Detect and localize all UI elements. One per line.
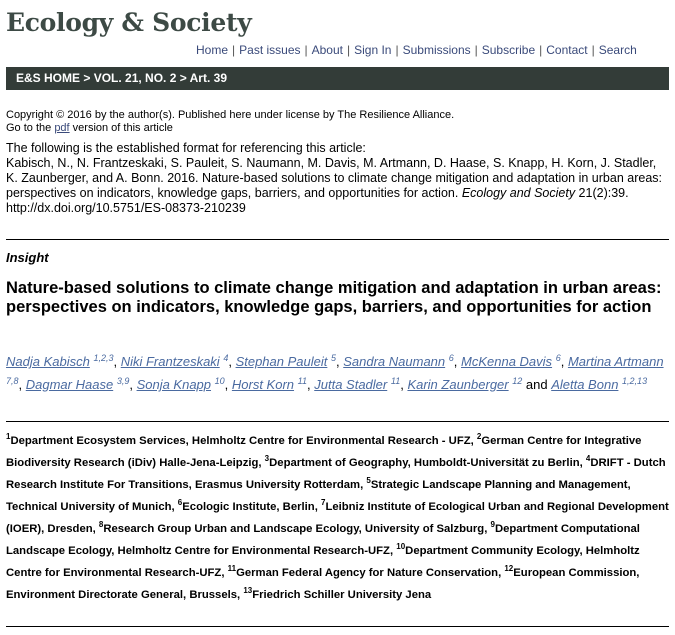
copyright-line: Copyright © 2016 by the author(s). Published here under license by The Resilience Alliance. [6, 109, 455, 121]
author-affil-sup: 12 [512, 376, 523, 386]
author-link[interactable]: Aletta Bonn [551, 377, 619, 392]
breadcrumb-separator: > [80, 71, 94, 85]
author-link[interactable]: McKenna Davis [461, 354, 553, 369]
pdf-link[interactable]: pdf [54, 122, 70, 134]
author-link[interactable]: Nadja Kabisch [6, 354, 90, 369]
divider [6, 239, 669, 240]
affiliation: Research Group Urban and Landscape Ecology, University of Salzburg [103, 523, 485, 535]
author-link[interactable]: Dagmar Haase [25, 377, 114, 392]
affiliation: European Commission, Environment Directorate General, Brussels [6, 567, 640, 601]
nav-search-link[interactable]: Search [598, 43, 637, 57]
author-affil-sup: 3,9 [116, 376, 130, 386]
breadcrumb-article: Art. 39 [189, 71, 227, 85]
nav-contact-link[interactable]: Contact [546, 43, 588, 57]
nav-past-issues-link[interactable]: Past issues [239, 43, 301, 57]
author-link[interactable]: Jutta Stadler [314, 377, 388, 392]
authors-and: and [525, 377, 548, 392]
author-affil-sup: 6 [555, 353, 561, 363]
site-logo[interactable]: Ecology & Society [6, 8, 252, 37]
nav-subscribe-link[interactable]: Subscribe [481, 43, 536, 57]
author-affil-sup: 10 [214, 376, 225, 386]
nav-sign-in-link[interactable]: Sign In [354, 43, 392, 57]
author-affil-sup: 11 [390, 376, 401, 386]
author-link[interactable]: Stephan Pauleit [235, 354, 328, 369]
author-affil-sup: 6 [448, 353, 454, 363]
breadcrumb-separator: > [176, 71, 190, 85]
affiliation: Department Ecosystem Services, Helmholtz Centre for Environmental Research - UFZ [10, 435, 471, 447]
author-affil-sup: 1,2,3 [93, 353, 114, 363]
top-nav: Home | Past issues | About | Sign In | Submissions | Subscribe | Contact | Search [196, 43, 637, 57]
affiliations: $^1$Department Ecosystem Services, Helmholtz Centre for Environmental Research - UFZ, $^2$German Centre for Integrative Biodiversity Research (iDiv) Halle-Jena-Leipzig, $^3$Department of Geography, Humboldt-Universität zu Berlin, $^4$DRIFT - Dutch Research Institute For Transitions, Erasmus University Rotterdam, $^5$Strategic Landscape Planning and Management, Technical University of Munich, $^6$Ecologic Institute, Berlin, $^7$Leibniz Institute of Ecological Urban and Regional Development (IOER), Dresden, $^8$Research Group Urban and Landscape Ecology, University of Salzburg, $^9$Department Computational Landscape Ecology, Helmholtz Centre for Environmental Research-UFZ, $^{10}$Department Community Ecology, Helmholtz Centre for Environmental Research-UFZ, $^{11}$German Federal Agency for Nature Conservation, $^{12}$European Commission, Environment Directorate General, Brussels, $^{13}$Friedrich Schiller University Jena [6, 432, 669, 601]
breadcrumb-home-link[interactable]: E&S HOME [16, 71, 81, 85]
nav-submissions-link[interactable]: Submissions [402, 43, 471, 57]
affiliation: Leibniz Institute of Ecological Urban and Regional Development (IOER), Dresden [6, 501, 669, 535]
breadcrumb [6, 67, 669, 90]
citation-intro: The following is the established format for referencing this article: [6, 141, 366, 155]
citation-doi: http://dx.doi.org/10.5751/ES-08373-210239 [6, 201, 246, 215]
section-label: Insight [6, 250, 49, 265]
pdf-line: Go to the pdf version of this article [6, 122, 173, 134]
author-affil-sup: 11 [297, 376, 307, 386]
author-link[interactable]: Niki Frantzeskaki [120, 354, 220, 369]
divider [6, 421, 669, 422]
author-link[interactable]: Martina Artmann [567, 354, 664, 369]
affiliation: Department Community Ecology, Helmholtz Centre for Environmental Research-UFZ [6, 545, 640, 579]
author-list: Nadja Kabisch $^{1,2,3}$, Niki Frantzeskaki $^4$, Stephan Pauleit $^5$, Sandra Naumann $^6$, McKenna Davis $^6$, Martina Artmann $^{7,8}$, Dagmar Haase $^{3,9}$, Sonja Knapp $^{10}$, Horst Korn $^{11}$, Jutta Stadler $^{11}$, Karin Zaunberger $^{12}$ and Aletta Bonn $^{1,2,13}$ [6, 353, 664, 392]
author-affil-sup: 1,2,13 [622, 376, 648, 386]
author-affil-sup: 7,8 [6, 376, 19, 386]
copyright-notice [6, 109, 454, 135]
affiliation: Friedrich Schiller University Jena [252, 589, 432, 601]
nav-about-link[interactable]: About [311, 43, 343, 57]
nav-home-link[interactable]: Home [196, 43, 229, 57]
author-link[interactable]: Sandra Naumann [343, 354, 446, 369]
affiliation: German Centre for Integrative Biodiversity Research (iDiv) Halle-Jena-Leipzig [6, 435, 642, 469]
citation-text: Kabisch, N., N. Frantzeskaki, S. Pauleit, S. Naumann, M. Davis, M. Artmann, D. Haase, S. Knapp, H. Korn, J. Stadler, K. Zaunberger, and A. Bonn. 2016. Nature-based solutions to climate change mitigation and adaptation in urban areas: perspectives on indicators, knowledge gaps, barriers, and opportunities for action. Ecology and Society 21(2):39. [6, 156, 662, 200]
affiliation: Strategic Landscape Planning and Management, Technical University of Munich [6, 479, 631, 513]
citation-journal: Ecology and Society [461, 186, 576, 200]
divider [6, 626, 669, 627]
breadcrumb-volume-link[interactable]: VOL. 21, NO. 2 [93, 71, 177, 85]
affiliation: DRIFT - Dutch Research Institute For Transitions, Erasmus University Rotterdam [6, 457, 666, 491]
author-affil-sup: 5 [330, 353, 336, 363]
citation-block [6, 141, 666, 216]
affiliation: Department Computational Landscape Ecology, Helmholtz Centre for Environmental Research-UFZ [6, 523, 640, 557]
author-link[interactable]: Sonja Knapp [136, 377, 212, 392]
affiliation: Department of Geography, Humboldt-Universität zu Berlin [269, 457, 580, 469]
author-link[interactable]: Horst Korn [231, 377, 295, 392]
affiliation: Ecologic Institute, Berlin [182, 501, 315, 513]
author-link[interactable]: Karin Zaunberger [407, 377, 509, 392]
author-affil-sup: 4 [223, 353, 229, 363]
article-title: Nature-based solutions to climate change mitigation and adaptation in urban areas: perspectives on indicators, knowledge gaps, barriers, and opportunities for action [6, 279, 662, 316]
affiliation: German Federal Agency for Nature Conservation [236, 567, 499, 579]
